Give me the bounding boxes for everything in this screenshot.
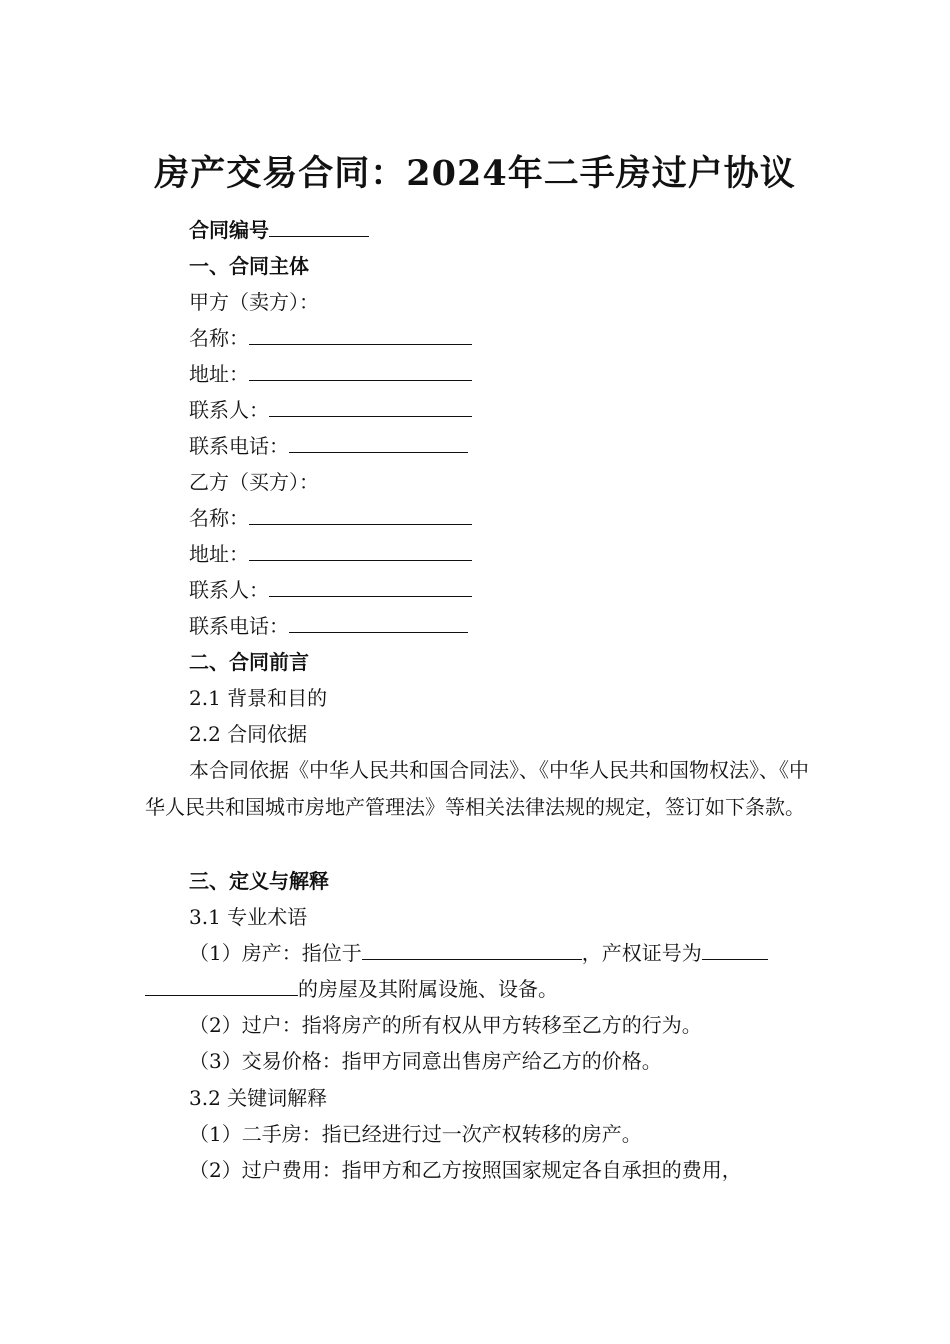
party-a-phone-blank[interactable] xyxy=(289,428,468,453)
party-a-contact-blank[interactable] xyxy=(269,392,472,417)
party-b-name-line xyxy=(189,500,472,536)
address-label: 地址： xyxy=(189,362,249,386)
party-a-contact-line xyxy=(189,392,472,428)
section2-heading: 二、合同前言 xyxy=(189,650,309,674)
document-title: 房产交易合同：2024年二手房过户协议 xyxy=(154,153,796,194)
phone-label: 联系电话： xyxy=(189,434,289,458)
party-b-contact-blank[interactable] xyxy=(269,572,472,597)
party-a-name-line xyxy=(189,320,472,356)
party-b-address-blank[interactable] xyxy=(249,536,472,561)
contract-number-blank[interactable] xyxy=(269,212,369,237)
party-b-phone-line xyxy=(189,608,468,644)
contract-number-line xyxy=(189,212,369,248)
party-b-contact-line xyxy=(189,572,472,608)
term-1-prefix: （1）房产：指位于 xyxy=(189,941,362,965)
item-2-1: 2.1 背景和目的 xyxy=(189,686,328,710)
party-b-address-line xyxy=(189,536,472,572)
contact-label: 联系人： xyxy=(189,578,269,602)
term-2: （2）过户：指将房产的所有权从甲方转移至乙方的行为。 xyxy=(189,1013,702,1037)
item-3-1: 3.1 专业术语 xyxy=(189,905,308,929)
section3-heading: 三、定义与解释 xyxy=(189,869,329,893)
party-a-address-line xyxy=(189,356,472,392)
certificate-number-blank-cont[interactable] xyxy=(145,971,298,996)
party-a-label: 甲方（卖方）： xyxy=(189,290,319,314)
party-b-label: 乙方（买方）： xyxy=(189,470,319,494)
item-2-2: 2.2 合同依据 xyxy=(189,722,308,746)
address-label: 地址： xyxy=(189,542,249,566)
name-label: 名称： xyxy=(189,506,249,530)
party-b-phone-blank[interactable] xyxy=(289,608,468,633)
key-term-1: （1）二手房：指已经进行过一次产权转移的房产。 xyxy=(189,1122,642,1146)
section1-heading: 一、合同主体 xyxy=(189,254,309,278)
name-label: 名称： xyxy=(189,326,249,350)
term-3: （3）交易价格：指甲方同意出售房产给乙方的价格。 xyxy=(189,1049,662,1073)
certificate-number-blank[interactable] xyxy=(702,935,768,960)
item-3-2: 3.2 关键词解释 xyxy=(189,1086,328,1110)
term-1-suffix: 的房屋及其附属设施、设备。 xyxy=(298,977,558,1001)
term-1-continuation xyxy=(145,971,558,1007)
party-a-phone-line xyxy=(189,428,468,464)
property-location-blank[interactable] xyxy=(362,935,582,960)
term-1-middle: ，产权证号为 xyxy=(581,941,702,965)
term-1-line xyxy=(189,935,768,971)
basis-paragraph: 本合同依据《中华人民共和国合同法》、《中华人民共和国物权法》、《中华人民共和国城市房地产管理法》等相关法律法规的规定，签订如下条款。 xyxy=(145,758,809,819)
phone-label: 联系电话： xyxy=(189,614,289,638)
party-a-name-blank[interactable] xyxy=(249,320,472,345)
party-b-name-blank[interactable] xyxy=(249,500,472,525)
party-a-address-blank[interactable] xyxy=(249,356,472,381)
contact-label: 联系人： xyxy=(189,398,269,422)
contract-number-label: 合同编号 xyxy=(189,218,269,242)
key-term-2: （2）过户费用：指甲方和乙方按照国家规定各自承担的费用， xyxy=(189,1158,742,1182)
